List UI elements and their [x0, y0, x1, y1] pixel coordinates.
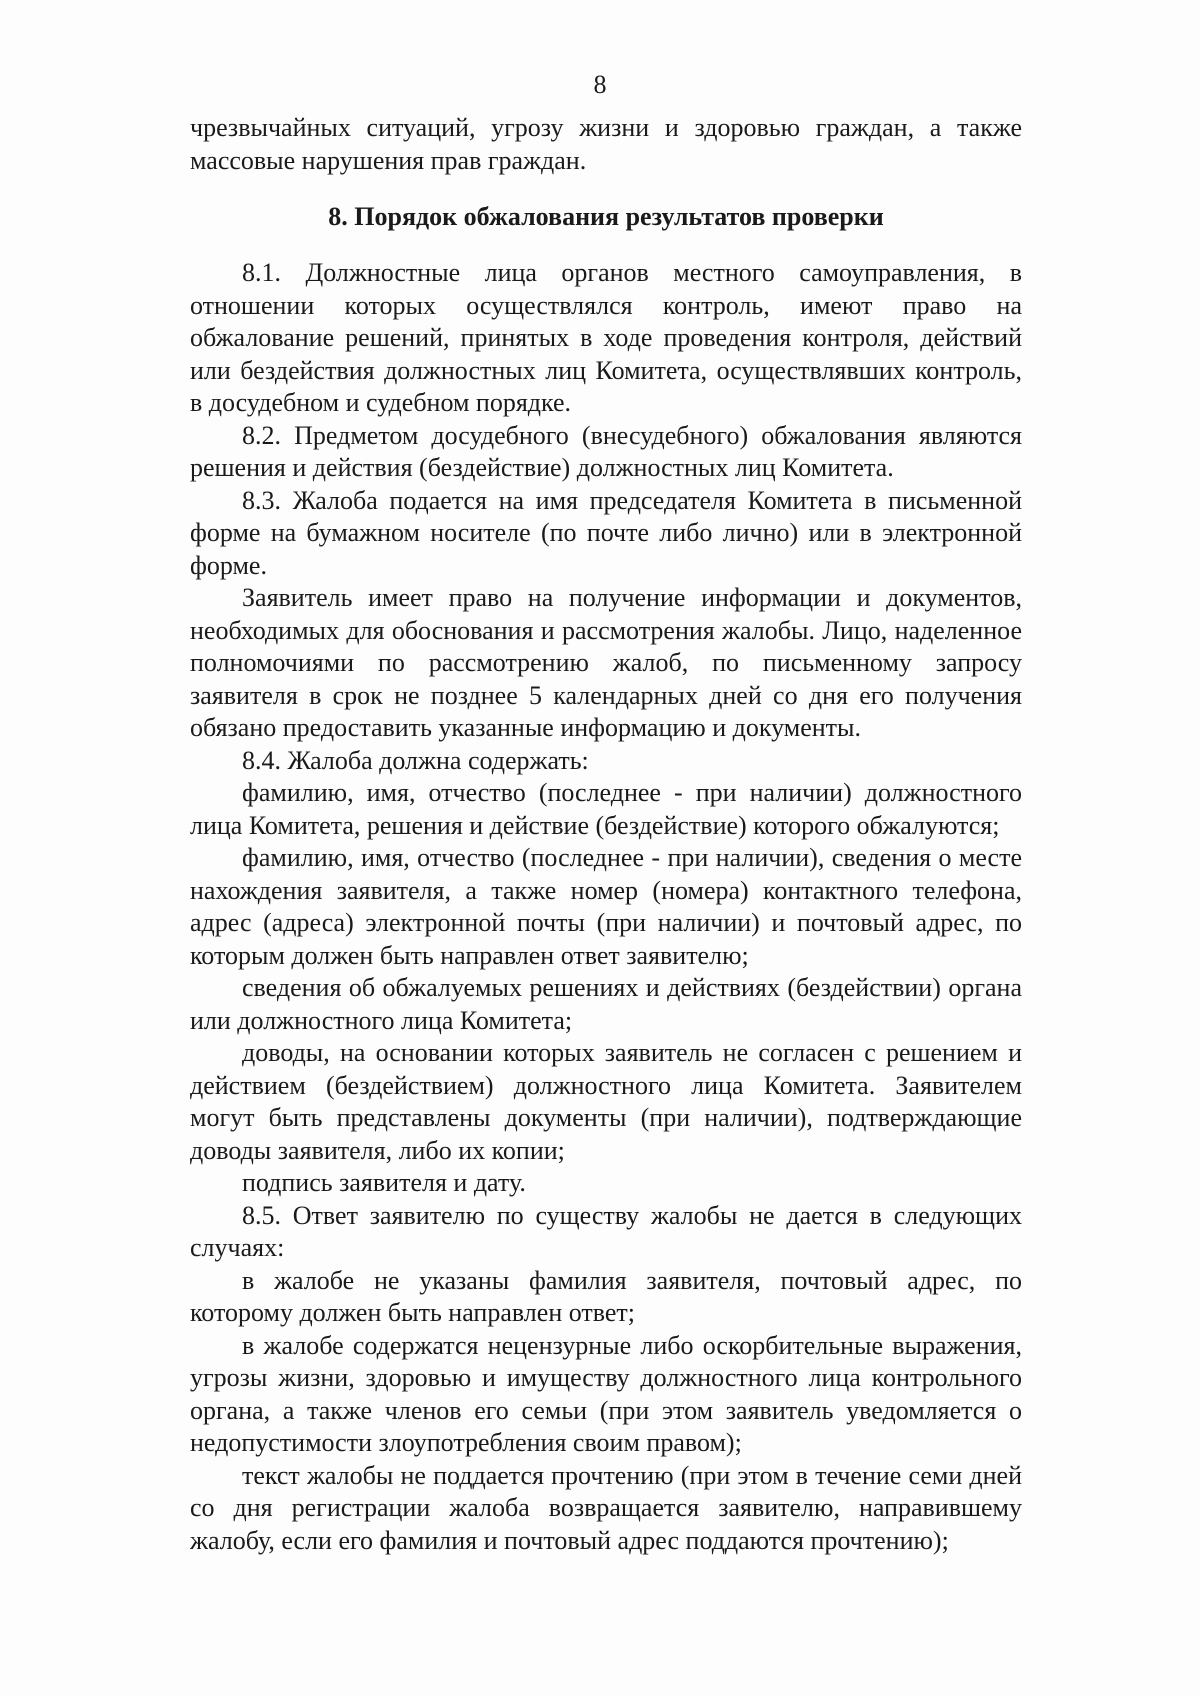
list-item-applicant-details: фамилию, имя, отчество (последнее - при наличии), сведения о месте нахождения заявителя, а также номер (номера) контактного телефона, адрес (адреса) электронной почты (при наличии) и почтовый адрес, по которым должен быть направлен ответ заявителю;: [190, 843, 1022, 970]
list-item-unreadable-text: текст жалобы не поддается прочтению (при этом в течение семи дней со дня регистрации жалоба возвращается заявителю, направившему жалобу, если его фамилия и почтовый адрес поддаются прочтению);: [190, 1460, 1022, 1555]
list-item-obscene-language: в жалобе содержатся нецензурные либо оскорбительные выражения, угрозы жизни, здоровью и имуществу должностного лица контрольного органа, а также членов его семьи (при этом заявитель уведомляется о недопустимости злоупотребления своим правом);: [190, 1330, 1022, 1457]
list-item-signature-date: подпись заявителя и дату.: [242, 1168, 526, 1197]
list-item-appealed-decisions: сведения об обжалуемых решениях и действиях (бездействии) органа или должностного лица Комитета;: [190, 973, 1022, 1035]
document-body: [190, 112, 1022, 1557]
page-number: 8: [593, 70, 607, 99]
section-heading: 8. Порядок обжалования результатов проверки: [328, 202, 884, 231]
list-item-no-name-address: в жалобе не указаны фамилия заявителя, почтовый адрес, по которому должен быть направлен ответ;: [190, 1265, 1022, 1327]
list-item-official-name: фамилию, имя, отчество (последнее - при наличии) должностного лица Комитета, решения и действие (бездействие) которого обжалуются;: [190, 778, 1022, 840]
paragraph-8-3: 8.3. Жалоба подается на имя председателя Комитета в письменной форме на бумажном носителе (по почте либо лично) или в электронной форме.: [190, 485, 1022, 580]
list-item-arguments: доводы, на основании которых заявитель не согласен с решением и действием (бездействием) должностного лица Комитета. Заявителем могут быть представлены документы (при наличии), подтверждающие доводы заявителя, либо их копии;: [190, 1038, 1022, 1165]
paragraph-8-5: 8.5. Ответ заявителю по существу жалобы не дается в следующих случаях:: [190, 1200, 1022, 1262]
paragraph-8-2: 8.2. Предметом досудебного (внесудебного) обжалования являются решения и действия (бездействие) должностных лиц Комитета.: [190, 420, 1022, 482]
paragraph-8-1: 8.1. Должностные лица органов местного самоуправления, в отношении которых осуществлялся контроль, имеют право на обжалование решений, принятых в ходе проведения контроля, действий или бездействия должностных лиц Комитета, осуществлявших контроль, в досудебном и судебном порядке.: [190, 258, 1022, 417]
paragraph-continuation: чрезвычайных ситуаций, угрозу жизни и здоровью граждан, а также массовые нарушения прав граждан.: [190, 113, 1022, 175]
paragraph-8-4: 8.4. Жалоба должна содержать:: [242, 745, 589, 775]
paragraph-applicant-rights: Заявитель имеет право на получение информации и документов, необходимых для обоснования и рассмотрения жалобы. Лицо, наделенное полномочиями по рассмотрению жалоб, по письменному запросу заявителя в срок не позднее 5 календарных дней со дня его получения обязано предоставить указанные информацию и документы.: [190, 583, 1022, 742]
